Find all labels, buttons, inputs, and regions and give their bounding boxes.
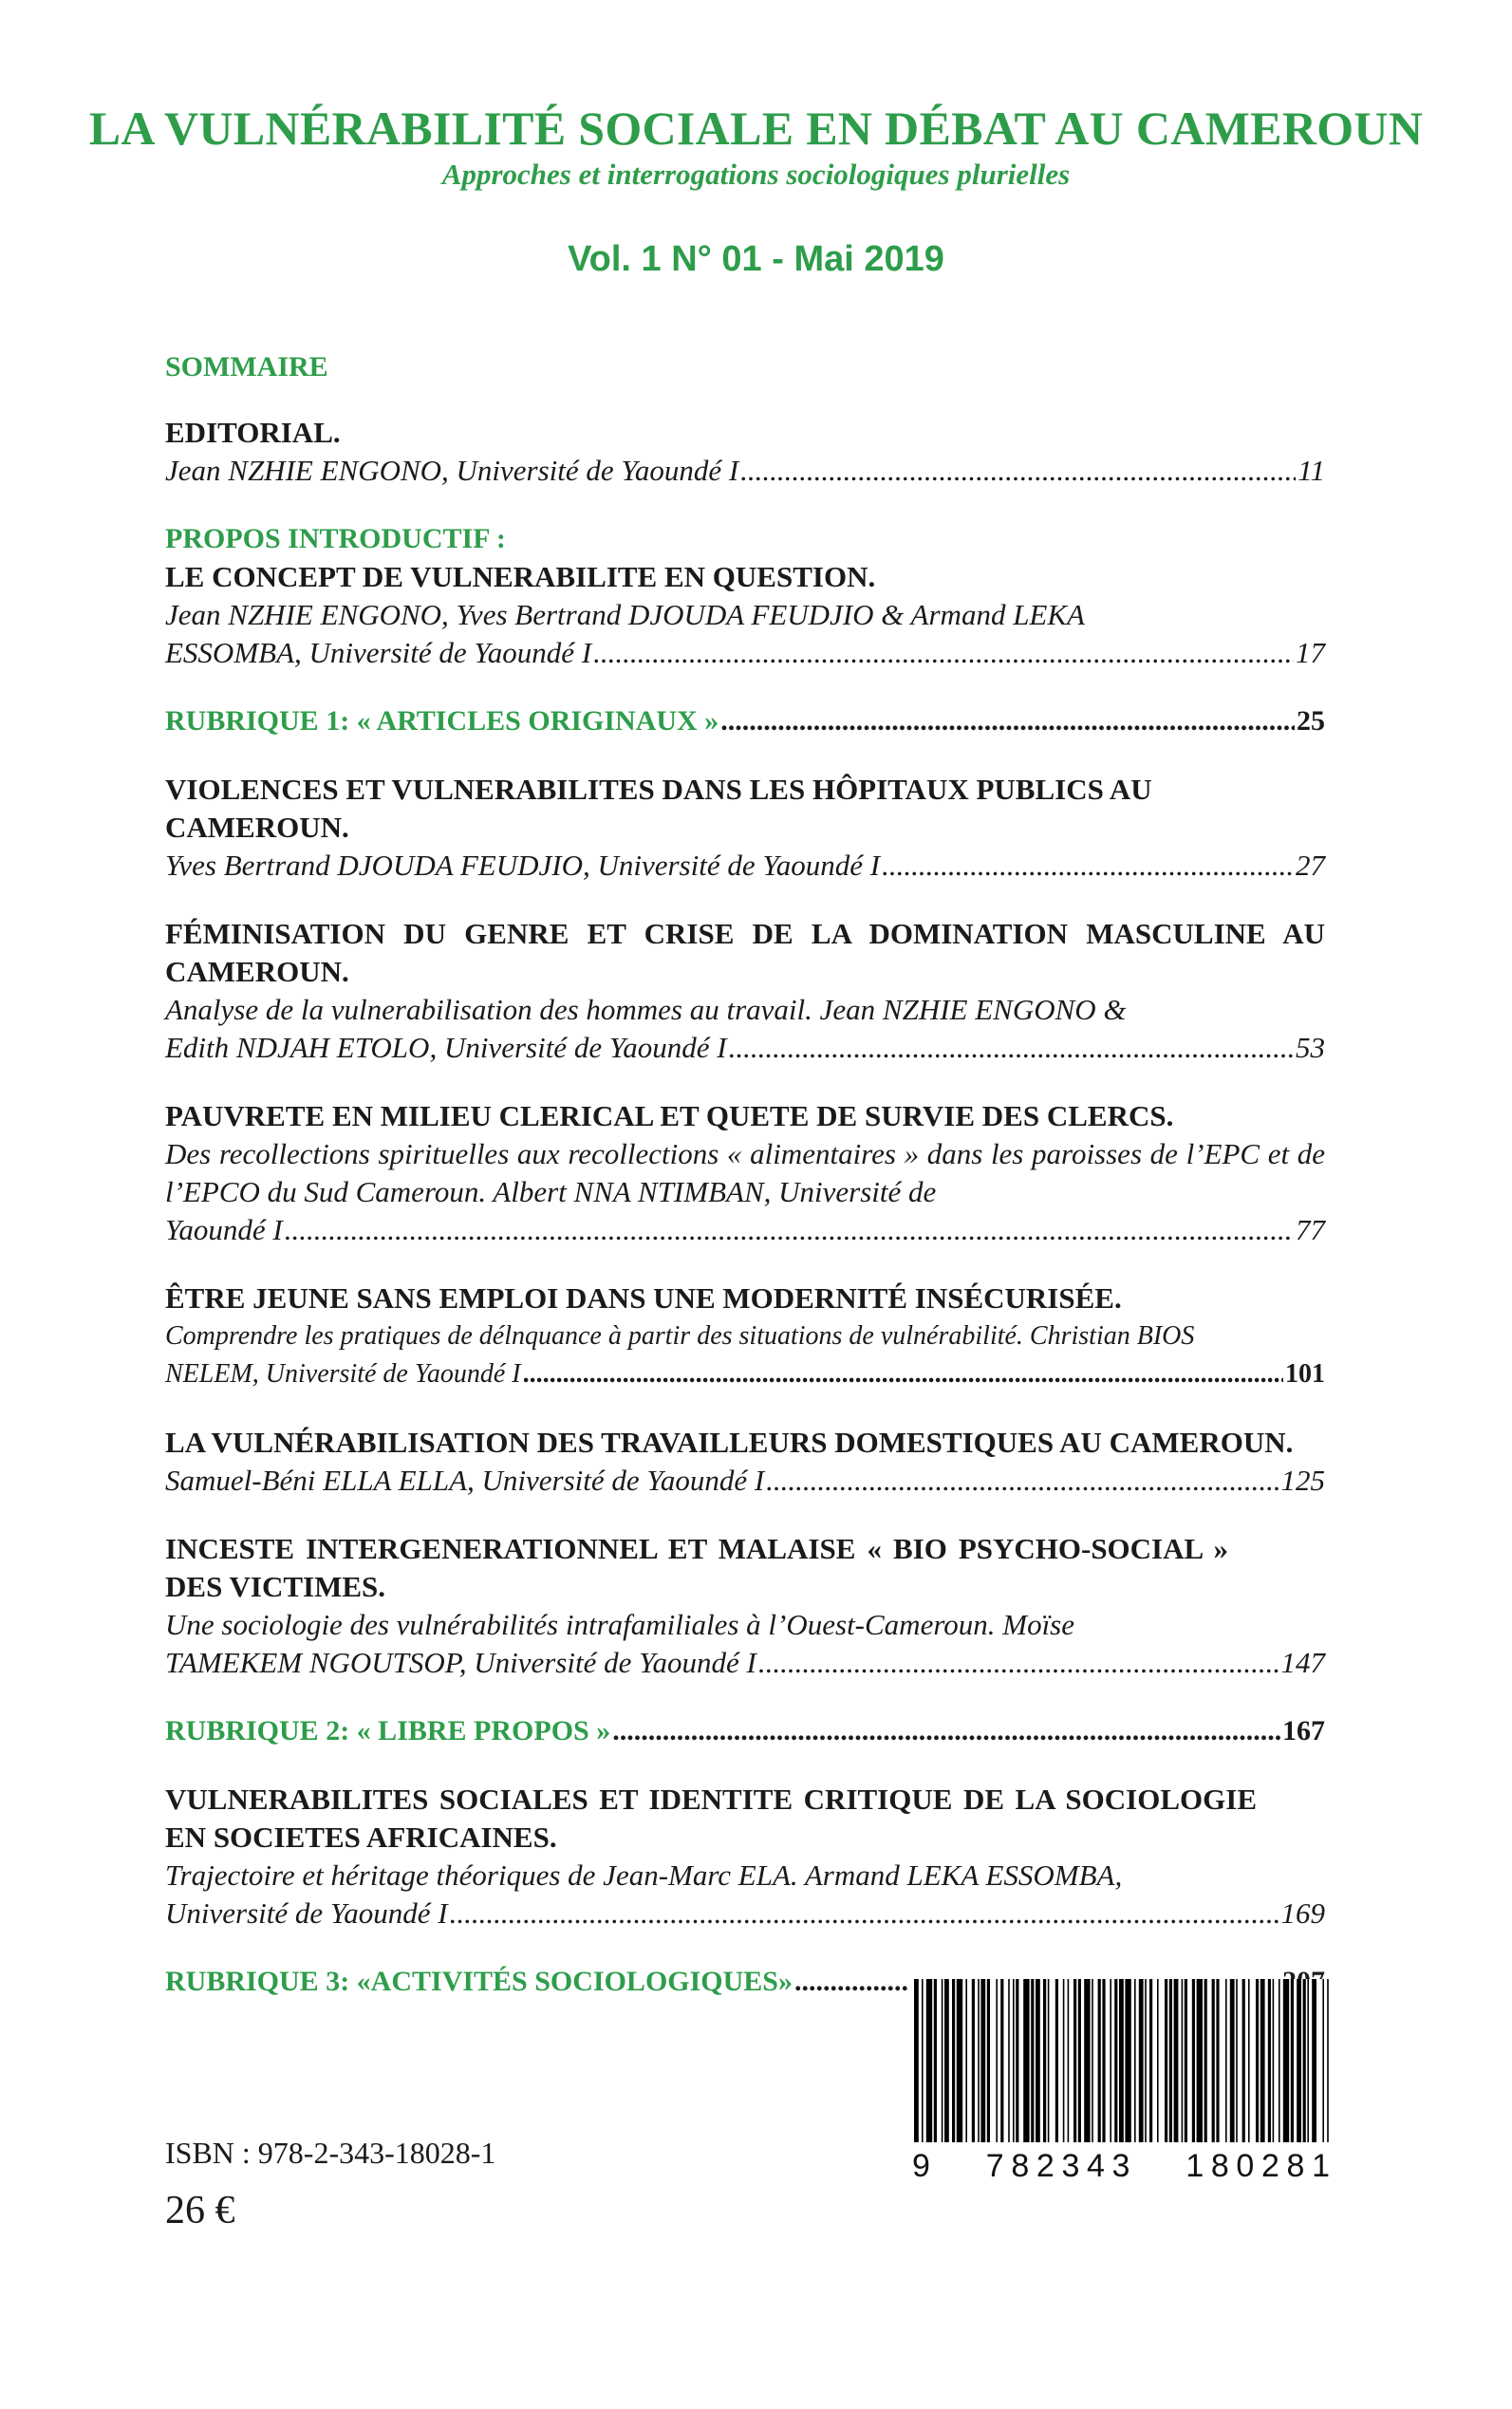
entry-page: 147 — [1280, 1646, 1325, 1679]
entry-heading: VIOLENCES ET VULNERABILITES DANS LES HÔPITAUX PUBLICS AU CAMEROUN. — [165, 773, 1152, 844]
barcode-bar — [1212, 1979, 1215, 2142]
barcode-bar — [1102, 1979, 1105, 2142]
toc-entry-editorial — [165, 414, 1325, 490]
barcode-bar — [1036, 1979, 1040, 2142]
barcode-bar — [1008, 1979, 1010, 2142]
barcode-bar — [1297, 1979, 1301, 2142]
barcode-bar — [1134, 1979, 1136, 2142]
isbn: ISBN : 978-2-343-18028-1 — [165, 2136, 496, 2170]
entry-author-line — [165, 1895, 1325, 1933]
entry-page: 101 — [1285, 1359, 1325, 1389]
entry-heading: VULNERABILITES SOCIALES ET IDENTITE CRITIQUE DE LA SOCIOLOGIE EN SOCIETES AFRICAINES. — [165, 1783, 1257, 1854]
barcode-bar — [1149, 1979, 1152, 2142]
barcode-bar — [1248, 1979, 1250, 2142]
entry-page: 17 — [1296, 636, 1325, 669]
entry-author: Jean NZHIE ENGONO, Yves Bertrand DJOUDA FEUDJIO & Armand LEKA — [165, 598, 1085, 631]
entry-author: Jean NZHIE ENGONO, Université de Yaoundé I — [165, 454, 739, 487]
barcode — [908, 1979, 1334, 2183]
barcode-bar — [978, 1979, 980, 2142]
toc-entry-article — [165, 1424, 1325, 1500]
barcode-bar — [1119, 1979, 1124, 2142]
toc-rubrique-1 — [165, 702, 1325, 740]
entry-author-line — [165, 1462, 1325, 1500]
toc-entry-intro — [165, 520, 1325, 672]
barcode-bar — [1098, 1979, 1101, 2142]
barcode-bar — [1197, 1979, 1203, 2142]
entry-page: 77 — [1296, 1213, 1325, 1246]
toc-rubrique-2 — [165, 1712, 1325, 1750]
entry-author: TAMEKEM NGOUTSOP, Université de Yaoundé I — [165, 1646, 756, 1679]
barcode-bar — [1322, 1979, 1324, 2142]
barcode-bar — [944, 1979, 949, 2142]
barcode-bar — [1236, 1979, 1238, 2142]
entry-page: 125 — [1280, 1464, 1325, 1497]
entry-author: Yaoundé I — [165, 1213, 283, 1246]
entry-author-line — [165, 452, 1325, 490]
entry-author-line — [165, 1355, 1325, 1393]
barcode-bar — [1013, 1979, 1015, 2142]
barcode-bar — [1312, 1979, 1316, 2142]
table-of-contents — [165, 414, 1325, 2031]
entry-page: 167 — [1282, 1715, 1325, 1746]
barcode-bar — [1078, 1979, 1081, 2142]
entry-subtitle: Trajectoire et héritage théoriques de Jean-Marc ELA. Armand LEKA ESSOMBA, — [165, 1858, 1123, 1892]
barcode-bar — [1157, 1979, 1159, 2142]
barcode-bar — [1048, 1979, 1050, 2142]
entry-page: 53 — [1296, 1031, 1325, 1064]
barcode-bar — [1307, 1979, 1309, 2142]
barcode-bar — [987, 1979, 990, 2142]
entry-page: 27 — [1296, 849, 1325, 882]
entry-heading: LA VULNÉRABILISATION DES TRAVAILLEURS DOMESTIQUES AU CAMEROUN. — [165, 1426, 1294, 1459]
entry-heading: LE CONCEPT DE VULNERABILITE EN QUESTION. — [165, 560, 876, 593]
barcode-bar — [1260, 1979, 1265, 2142]
barcode-bar — [1242, 1979, 1245, 2142]
entry-page: 25 — [1297, 705, 1325, 737]
barcode-bar — [1169, 1979, 1172, 2142]
toc-entry-article — [165, 915, 1325, 1067]
toc-entry-article — [165, 1530, 1325, 1682]
entry-subtitle: Une sociologie des vulnérabilités intrafamiliales à l’Ouest-Cameroun. Moïse — [165, 1608, 1075, 1641]
entry-author: ESSOMBA, Université de Yaoundé I — [165, 636, 592, 669]
entry-page: 11 — [1297, 454, 1325, 487]
entry-heading: ÊTRE JEUNE SANS EMPLOI DANS UNE MODERNITÉ INSÉCURISÉE. — [165, 1281, 1122, 1315]
toc-entry-article — [165, 1279, 1325, 1393]
barcode-bar — [1165, 1979, 1167, 2142]
barcode-bar — [1145, 1979, 1147, 2142]
barcode-bar — [1073, 1979, 1076, 2142]
entry-author-line — [165, 1211, 1325, 1249]
barcode-bar — [1185, 1979, 1187, 2142]
barcode-bar — [1283, 1979, 1289, 2142]
toc-entry-article — [165, 1781, 1325, 1933]
barcode-bar — [1016, 1979, 1018, 2142]
barcode-bar — [1114, 1979, 1117, 2142]
barcode-bar — [1192, 1979, 1195, 2142]
entry-heading: FÉMINISATION DU GENRE ET CRISE DE LA DOMINATION MASCULINE AU CAMEROUN. — [165, 917, 1325, 988]
barcode-bar — [1327, 1979, 1329, 2142]
entry-subtitle: Analyse de la vulnerabilisation des hommes au travail. Jean NZHIE ENGONO & — [165, 993, 1127, 1026]
entry-author: Edith NDJAH ETOLO, Université de Yaoundé I — [165, 1031, 727, 1064]
price: 26 € — [165, 2189, 235, 2232]
barcode-bar — [1225, 1979, 1227, 2142]
barcode-bar — [1182, 1979, 1184, 2142]
entry-subtitle: Comprendre les pratiques de délnquance à partir des situations de vulnérabilité. Christian BIOS — [165, 1321, 1195, 1351]
barcode-bar — [1110, 1979, 1111, 2142]
barcode-bar — [957, 1979, 962, 2142]
barcode-bar — [942, 1979, 943, 2142]
barcode-bar — [1031, 1979, 1034, 2142]
barcode-bar — [1303, 1979, 1306, 2142]
entry-heading: PAUVRETE EN MILIEU CLERICAL ET QUETE DE SURVIE DES CLERCS. — [165, 1099, 1174, 1132]
barcode-bar — [1023, 1979, 1029, 2142]
toc-entry-article — [165, 1097, 1325, 1249]
barcode-bar — [1092, 1979, 1093, 2142]
entry-page: 169 — [1280, 1896, 1325, 1930]
barcode-bar — [1068, 1979, 1070, 2142]
entry-author-line — [165, 1644, 1325, 1682]
barcode-bar — [914, 1979, 919, 2142]
intro-label: PROPOS INTRODUCTIF : — [165, 523, 506, 554]
barcode-bar — [1256, 1979, 1259, 2142]
journal-subtitle: Approches et interrogations sociologiques plurielles — [441, 158, 1071, 191]
journal-title: LA VULNÉRABILITÉ SOCIALE EN DÉBAT AU CAMEROUN — [88, 102, 1424, 155]
entry-author: NELEM, Université de Yaoundé I — [165, 1359, 521, 1389]
barcode-bar — [1230, 1979, 1235, 2142]
rubrique-label: RUBRIQUE 1: « ARTICLES ORIGINAUX » — [165, 705, 719, 737]
barcode-bar — [1139, 1979, 1144, 2142]
barcode-bar — [934, 1979, 937, 2142]
barcode-bar — [965, 1979, 967, 2142]
entry-author: Samuel-Béni ELLA ELLA, Université de Yaoundé I — [165, 1464, 765, 1497]
barcode-bar — [1273, 1979, 1275, 2142]
entry-author: Yves Bertrand DJOUDA FEUDJIO, Université de Yaoundé I — [165, 849, 881, 882]
rubrique-label: RUBRIQUE 2: « LIBRE PROPOS » — [165, 1715, 611, 1746]
barcode-bar — [996, 1979, 998, 2142]
entry-author-line — [165, 634, 1325, 672]
rubrique-label: RUBRIQUE 3: «ACTIVITÉS SOCIOLOGIQUES» — [165, 1966, 793, 1997]
barcode-bar — [1268, 1979, 1271, 2142]
barcode-digits: 9 782343 180281 — [912, 2148, 1330, 2183]
sommaire-heading: SOMMAIRE — [165, 351, 328, 383]
barcode-bar — [1216, 1979, 1219, 2142]
entry-author-line — [165, 847, 1325, 885]
toc-entry-article — [165, 771, 1325, 885]
barcode-bar — [1125, 1979, 1130, 2142]
entry-heading: EDITORIAL. — [165, 416, 341, 449]
entry-author-line — [165, 1029, 1325, 1067]
entry-author: Université de Yaoundé I — [165, 1896, 448, 1930]
entry-heading: INCESTE INTERGENERATIONNEL ET MALAISE « BIO PSYCHO-SOCIAL » DES VICTIMES. — [165, 1532, 1228, 1603]
barcode-bar — [1174, 1979, 1179, 2142]
barcode-bar — [1055, 1979, 1058, 2142]
barcode-bar — [1204, 1979, 1207, 2142]
barcode-bar — [922, 1979, 924, 2142]
barcode-bar — [926, 1979, 932, 2142]
barcode-bar — [1279, 1979, 1280, 2142]
barcode-bar — [1063, 1979, 1065, 2142]
entry-subtitle: Des recollections spirituelles aux recollections « alimentaires » dans les paroisses de l’EPC et de l’EPCO du Sud Cameroun. Albert NNA NTIMBAN, Université de — [165, 1137, 1325, 1208]
barcode-bar — [980, 1979, 985, 2142]
barcode-bar — [1000, 1979, 1003, 2142]
barcode-bar — [952, 1979, 955, 2142]
barcode-bar — [1291, 1979, 1294, 2142]
volume-issue: Vol. 1 N° 01 - Mai 2019 — [568, 239, 944, 279]
barcode-bar — [1043, 1979, 1046, 2142]
barcode-bar — [1084, 1979, 1090, 2142]
barcode-bar — [972, 1979, 975, 2142]
